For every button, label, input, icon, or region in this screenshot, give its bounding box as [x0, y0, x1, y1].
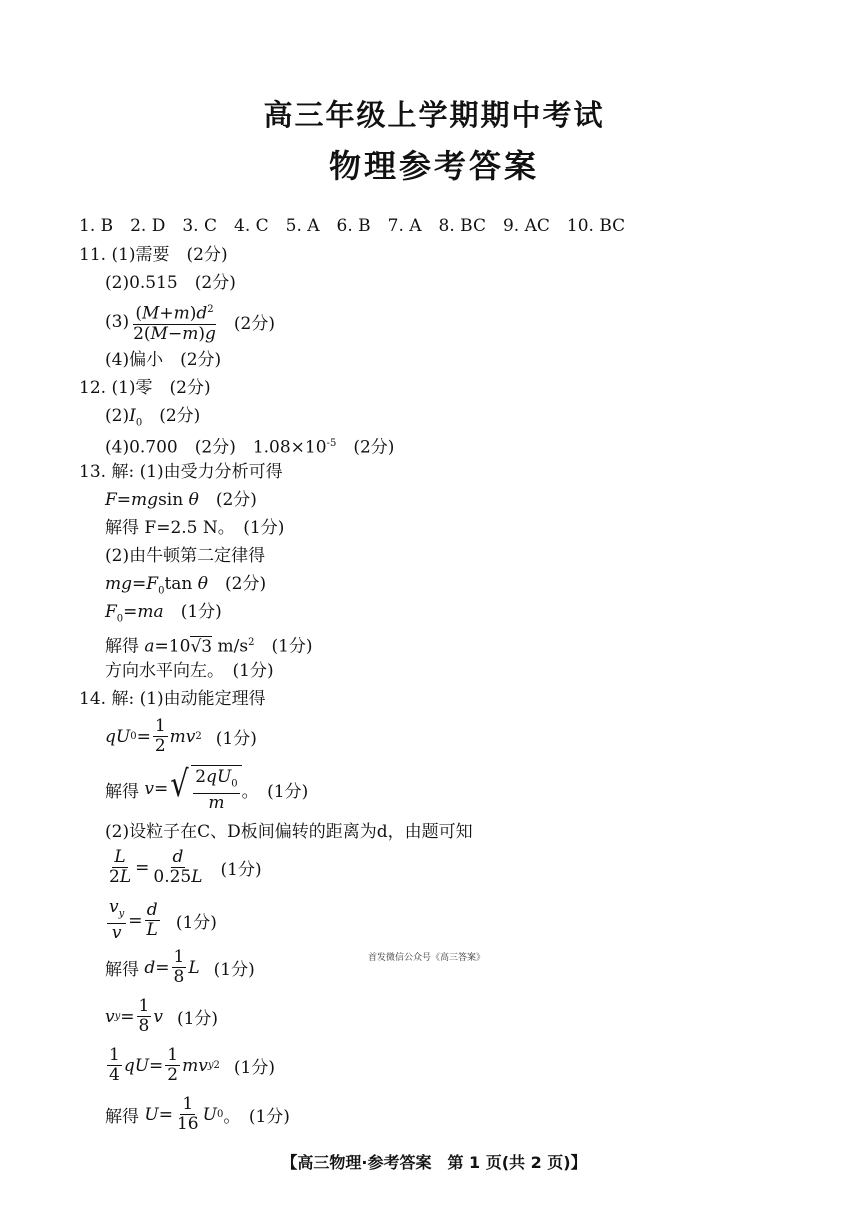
q11-line3-score: (2分) [233, 314, 275, 335]
q14-eq2: 解得 v = √ $\frac{2qU_0}{m}$ 。 (1分) [105, 764, 309, 814]
title-sub: 物理参考答案 [328, 147, 539, 185]
q14-eq8: 解得 U = $\frac{1}{16}$ U 0 。 (1分) [105, 1094, 290, 1134]
q11-line4: (4)偏小 (2分) [105, 350, 222, 370]
q13-line6-score: (1分) [180, 602, 222, 622]
q12-line3-text: (4)0.700 (2分) 1.08×10 [105, 437, 327, 458]
q13-line6: $F_0=ma$ (1分) [105, 602, 222, 625]
title-main: 高三年级上学期期中考试 [263, 98, 605, 132]
q11-line2: (2)0.515 (2分) [105, 273, 236, 293]
q14-line3: (2)设粒子在C、D板间偏转的距离为d，由题可知 [105, 822, 473, 842]
q12-line3-score: (2分) [353, 437, 395, 458]
q12-line2: $(2)I_0$ (2分) [105, 406, 201, 429]
q13-line5: $mg=F_0\tan$ θ (2分) [105, 574, 267, 597]
q13-line1: 13. 解: (1)由受力分析可得 [79, 462, 283, 482]
q13-line3: 解得 F=2.5 N。 (1分) [105, 518, 285, 538]
q14-eq8-prefix: 解得 [105, 1107, 139, 1127]
q14-line1: 14. 解: (1)由动能定理得 [79, 689, 266, 709]
q14-eq7-score: (1分) [233, 1058, 275, 1078]
q12-exponent: -5 [326, 438, 337, 449]
q14-eq5-prefix: 解得 [105, 960, 139, 980]
q14-eq1-score: (1分) [215, 729, 257, 749]
q11-line3-prefix: (3) [105, 311, 130, 332]
q13-line2: F=mgsin θ (2分) [105, 490, 257, 510]
q14-eq6: v y = $\frac{1}{8}$ v (1分) [105, 996, 219, 1036]
q14-eq2-score: 。 (1分) [241, 781, 309, 802]
q12-line2-score: (2分) [159, 406, 201, 426]
q13-line4: (2)由牛顿第二定律得 [105, 546, 266, 566]
q14-eq7: $\frac{1}{4}$ q U = $\frac{1}{2}$ mv y 2 (1分) [109, 1045, 275, 1085]
q14-eq4: $\frac{v_y}{v}$ = $\frac{d}{L}$ (1分) [109, 897, 217, 944]
multiple-choice-answers: 1. B 2. D 3. C 4. C 5. A 6. B 7. A 8. BC 9. AC 10. BC [79, 216, 626, 236]
q13-line7: 解得 a=10√3 $m/s^2$ (1分) [105, 636, 313, 657]
q14-eq4-score: (1分) [175, 913, 217, 934]
q14-eq3-score: (1分) [220, 860, 262, 880]
q13-line8: 方向水平向左。 (1分) [105, 661, 274, 681]
q12-line3 [105, 433, 394, 459]
q13-line7-score: (1分) [271, 636, 313, 657]
q14-eq5-score: (1分) [213, 960, 255, 980]
q14-eq8-score: 。 (1分) [223, 1107, 290, 1127]
q12-line1: 12. (1)零 (2分) [79, 378, 211, 398]
q11-fraction: $\frac{(M+m)d^2}{2(M-m)g}$ [131, 300, 218, 344]
q14-eq3: $\frac{L}{2L}$ = $\frac{d}{0.25L}$ (1分) [109, 847, 262, 887]
q13-line2-score: (2分) [215, 490, 257, 510]
q11-line3 [105, 300, 275, 344]
watermark: 首发微信公众号《高三答案》 [368, 953, 486, 963]
q13-line5-score: (2分) [225, 574, 267, 594]
q14-eq6-score: (1分) [176, 1009, 219, 1029]
q13-line7-prefix: 解得 [105, 636, 139, 657]
q11-line1: 11. (1)需要 (2分) [79, 245, 228, 265]
q14-eq5: 解得 d = $\frac{1}{8}$ L (1分) [105, 947, 255, 987]
page-footer: 【高三物理·参考答案 第 1 页(共 2 页)】 [281, 1153, 587, 1172]
q14-eq1: q U 0 = $\frac{1}{2}$ mv 2 (1分) [105, 716, 257, 756]
q14-eq2-prefix: 解得 [105, 781, 139, 802]
